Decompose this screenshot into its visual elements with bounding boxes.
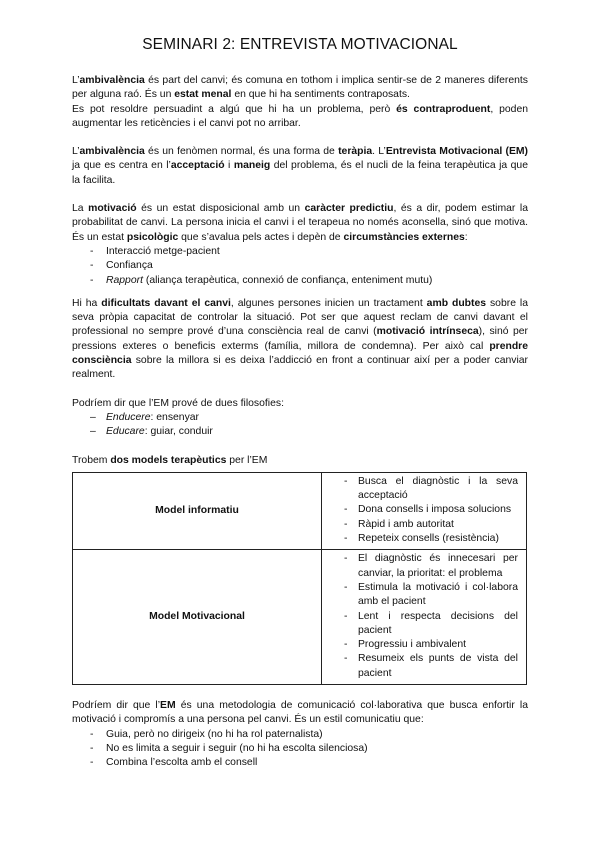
text-run: és un fenòmen normal, és una forma de xyxy=(144,146,339,158)
text-run: Es pot resoldre persuadint a algú que hi ha un problema, però xyxy=(72,103,397,115)
model-name-cell: Model Motivacional xyxy=(73,550,322,685)
text-run: motivació xyxy=(88,203,137,215)
text-run: ), sinó per pressions exteres o beneficis exterms (família, millora de condemna). Per això cal xyxy=(72,326,528,352)
text-run: caràcter predictiu xyxy=(304,203,394,215)
text-run: , algunes persones inicien un tractament xyxy=(230,297,427,309)
paragraph-philosophies xyxy=(72,397,528,411)
text-run: dificultats davant el canvi xyxy=(101,297,231,309)
model-trait: - Lent i respecta decisions del pacient xyxy=(344,610,518,639)
text-run: ja que es centra en l’ xyxy=(72,160,171,172)
paragraph-models-intro xyxy=(72,454,528,468)
text-run: és part del canvi; és comuna en tothom i implica sentir-se de 2 maneres diferents per alguna raó. És un xyxy=(72,75,528,101)
model-trait: - Busca el diagnòstic i la seva acceptació xyxy=(344,475,518,504)
text-run: Interacció metge-pacient xyxy=(106,245,220,257)
text-run: dos models terapèutics xyxy=(110,454,227,466)
external-circumstances-list xyxy=(72,245,528,288)
text-run: acceptació xyxy=(170,160,225,172)
communication-style-list xyxy=(72,728,528,771)
text-run: psicològic xyxy=(126,231,179,243)
text-run: és contraproduent xyxy=(396,103,491,115)
text-run: No es limita a seguir i seguir (no hi ha escolta silenciosa) xyxy=(106,742,368,754)
text-run: estat menal xyxy=(174,89,232,101)
text-run: . L’ xyxy=(372,146,386,158)
text-run: amb dubtes xyxy=(426,297,487,309)
paragraph-motivational-interview xyxy=(72,145,528,188)
text-run: , poden augmentar les reticències i el canvi pot no arribar. xyxy=(72,103,529,129)
text-run: L’ xyxy=(72,75,80,86)
text-run: és una metodologia de comunicació col·laborativa que busca enfortir la motivació i compromís a una persona pel canvi. És un estil comunicatiu que: xyxy=(72,699,528,726)
text-run: del problema, és el nucli de la feina terapèutica ja que la facilita. xyxy=(72,160,528,186)
table-row xyxy=(73,550,527,685)
text-run: , és a dir, podem estimar la probabilitat de canvi. La persona inicia el canvi i el terapeua no només aconsella, sinó que motiva. És un estat xyxy=(72,203,528,243)
text-run: motivació intrínseca xyxy=(376,326,479,338)
text-run: ambivalència xyxy=(79,146,145,158)
text-run: : guiar, conduir xyxy=(144,426,213,438)
list-item xyxy=(90,274,528,288)
list-item xyxy=(90,425,528,439)
model-traits-cell xyxy=(322,472,527,549)
text-run: Combina l’escolta amb el consell xyxy=(106,757,258,769)
model-trait: - Ràpid i amb autoritat xyxy=(344,518,518,532)
text-run: : ensenyar xyxy=(150,411,200,423)
text-run: ambivalència xyxy=(79,75,145,86)
text-run: Podríem dir que l’EM prové de dues filosofies: xyxy=(72,397,284,409)
text-run: La xyxy=(72,203,89,215)
model-traits-cell xyxy=(322,550,527,685)
text-run: i xyxy=(224,160,234,172)
model-trait: - Progressiu i ambivalent xyxy=(344,638,518,652)
philosophies-list xyxy=(72,411,528,440)
text-run: Enducere xyxy=(106,411,151,423)
model-trait: - Repeteix consells (resistència) xyxy=(344,532,518,546)
model-trait: - Dona consells i imposa solucions xyxy=(344,503,518,517)
text-run: EM xyxy=(160,699,176,711)
paragraph-ambivalence xyxy=(72,74,528,103)
list-item xyxy=(90,411,528,425)
text-run: Entrevista Motivacional (EM) xyxy=(385,146,528,158)
list-item xyxy=(90,728,528,742)
text-run: és un estat disposicional amb un xyxy=(136,203,305,215)
text-run: Guia, però no dirigeix (no hi ha rol paternalista) xyxy=(106,728,323,740)
text-run: Podríem dir que l’ xyxy=(72,699,161,711)
text-run: Hi ha xyxy=(72,297,102,309)
list-item xyxy=(90,742,528,756)
list-item xyxy=(90,756,528,770)
text-run: en que hi ha sentiments contraposats. xyxy=(231,89,410,101)
text-run: prendre consciència xyxy=(72,340,528,367)
page-title: SEMINARI 2: ENTREVISTA MOTIVACIONAL xyxy=(142,36,458,53)
table-row xyxy=(73,472,527,549)
list-item xyxy=(90,259,528,273)
text-run: Rapport xyxy=(106,274,143,286)
text-run: teràpia xyxy=(338,146,373,158)
text-run: que s’avalua pels actes i depèn de xyxy=(178,231,344,243)
model-trait: - El diagnòstic és innecesari per canviar, la prioritat: el problema xyxy=(344,552,518,581)
list-item xyxy=(90,245,528,259)
text-run: sobre la millora si es deixa l’addicció en front a continuar així per a poder canviar realment. xyxy=(72,355,528,381)
text-run: (aliança terapèutica, connexió de confiança, enteniment mutu) xyxy=(142,274,433,286)
document-page xyxy=(72,36,528,770)
paragraph-difficulties xyxy=(72,297,528,383)
text-run: sobre la seva pròpia capacitat de controlar la situació. Pot ser que aquest reclam de canvi davant el professional no sempre prové d’una consciència real de canvi ( xyxy=(72,297,529,338)
text-run: Trobem xyxy=(72,454,111,466)
therapeutic-models-table xyxy=(72,472,527,685)
model-trait: - Estimula la motivació i col·labora amb el pacient xyxy=(344,581,518,610)
text-run: : xyxy=(464,231,468,243)
text-run: Confiança xyxy=(106,260,153,272)
paragraph-persuasion xyxy=(72,103,528,132)
text-run: maneig xyxy=(233,160,271,172)
paragraph-em-definition xyxy=(72,699,528,728)
text-run: per l’EM xyxy=(226,454,268,466)
text-run: circumstàncies externes xyxy=(343,231,465,243)
model-trait: - Resumeix els punts de vista del pacient xyxy=(344,652,518,681)
text-run: Educare xyxy=(106,426,145,438)
text-run: L’ xyxy=(72,146,80,158)
model-name-cell: Model informatiu xyxy=(73,472,322,549)
paragraph-motivation xyxy=(72,202,528,245)
